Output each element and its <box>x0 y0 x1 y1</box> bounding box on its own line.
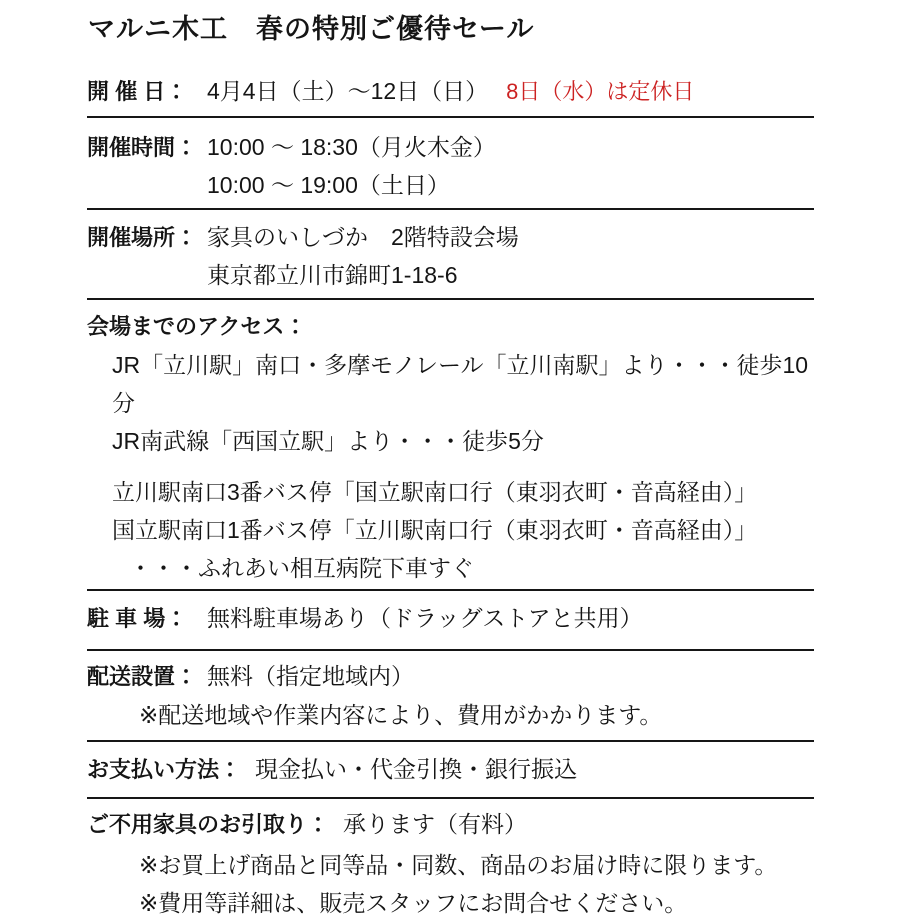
parking-label: 駐 車 場： <box>87 606 188 631</box>
access-bus-note: ・・・ふれあい相互病院下車すぐ <box>129 555 474 581</box>
venue-label: 開催場所： <box>87 225 198 250</box>
delivery-value: 無料（指定地域内） <box>207 663 414 689</box>
hours-weekend: 10:00 ～ 19:00（土日） <box>207 172 450 198</box>
venue-address: 東京都立川市錦町1-18-6 <box>207 262 458 288</box>
closed-day-note: 8日（水）は定休日 <box>506 79 695 104</box>
hours-weekday: 10:00 ～ 18:30（月火木金） <box>207 134 496 160</box>
divider <box>87 740 814 742</box>
divider <box>87 116 814 118</box>
date-row <box>87 72 814 111</box>
access-train-1: JR「立川駅」南口・多摩モノレール「立川南駅」より・・・徒歩10分 <box>112 352 809 416</box>
pickup-note-2: ※費用等詳細は、販売スタッフにお問合せください。 <box>139 890 688 916</box>
date-label: 開 催 日： <box>87 79 188 104</box>
access-bus-2: 国立駅南口1番バス停「立川駅南口行（東羽衣町・音高経由）」 <box>112 517 758 543</box>
venue-row <box>87 218 814 294</box>
venue-name: 家具のいしづか 2階特設会場 <box>207 224 519 250</box>
pickup-note-1: ※お買上げ商品と同等品・同数、商品のお届け時に限ります。 <box>139 852 778 878</box>
page-title: マルニ木工 春の特別ご優待セール <box>88 14 535 44</box>
sale-flyer <box>87 12 814 922</box>
pickup-value: 承ります（有料） <box>343 811 528 837</box>
divider <box>87 797 814 799</box>
access-train-2: JR南武線「西国立駅」より・・・徒歩5分 <box>112 428 544 454</box>
divider <box>87 208 814 210</box>
hours-label: 開催時間： <box>87 135 198 160</box>
hours-values <box>207 128 496 204</box>
divider <box>87 589 814 591</box>
parking-row <box>87 599 814 638</box>
access-heading: 会場までのアクセス： <box>87 314 307 339</box>
payment-label: お支払い方法： <box>87 757 242 782</box>
pickup-label: ご不用家具のお引取り： <box>87 812 330 837</box>
divider <box>87 649 814 651</box>
divider <box>87 298 814 300</box>
venue-values <box>207 218 519 294</box>
pickup-row <box>87 805 814 844</box>
payment-value: 現金払い・代金引換・銀行振込 <box>255 756 578 782</box>
parking-value: 無料駐車場あり（ドラッグストアと共用） <box>207 605 643 631</box>
date-value: 4月4日（土）～12日（日） <box>207 78 489 104</box>
delivery-row <box>87 657 814 696</box>
hours-row <box>87 128 814 204</box>
access-bus-1: 立川駅南口3番バス停「国立駅南口行（東羽衣町・音高経由）」 <box>112 479 758 505</box>
payment-row <box>87 750 814 789</box>
delivery-label: 配送設置： <box>87 664 198 689</box>
delivery-note: ※配送地域や作業内容により、費用がかかります。 <box>139 702 663 728</box>
